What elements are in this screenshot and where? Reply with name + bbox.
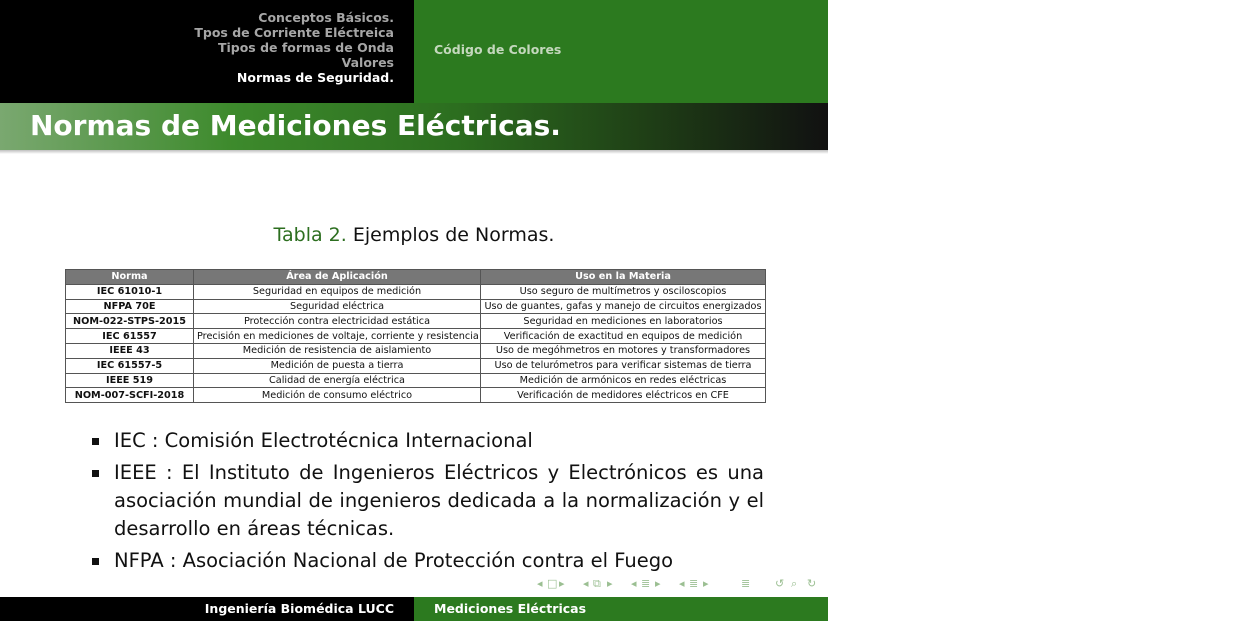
table-row bbox=[66, 314, 766, 329]
column-header-norma: Norma bbox=[66, 270, 194, 285]
table-cell-area: Seguridad en equipos de medición bbox=[194, 284, 481, 299]
table-cell-norma: NOM-007-SCFI-2018 bbox=[66, 388, 194, 403]
section-link-normas-active[interactable]: Normas de Seguridad. bbox=[236, 70, 394, 85]
table-cell-norma: IEC 61010-1 bbox=[66, 284, 194, 299]
footer-author: Ingeniería Biomédica LUCC bbox=[204, 601, 394, 616]
beamer-navigation-symbols bbox=[535, 577, 825, 591]
section-link-formas-onda[interactable]: Tipos de formas de Onda bbox=[217, 40, 394, 55]
table-cell-uso: Verificación de medidores eléctricos en CFE bbox=[481, 388, 766, 403]
table-caption-label: Tabla 2. bbox=[273, 224, 347, 246]
nav-back-icon[interactable]: ↺ bbox=[775, 577, 785, 590]
nav-document-icon[interactable]: ≣ bbox=[741, 577, 751, 590]
table-cell-norma: NOM-022-STPS-2015 bbox=[66, 314, 194, 329]
table-row bbox=[66, 388, 766, 403]
footer bbox=[0, 597, 828, 621]
nav-forward-icon[interactable]: ↻ bbox=[807, 577, 817, 590]
nav-next-part-icon[interactable]: ▸ bbox=[703, 577, 709, 590]
table-row bbox=[66, 329, 766, 344]
section-list bbox=[194, 10, 394, 85]
table-row bbox=[66, 284, 766, 299]
bullet-nfpa: NFPA : Asociación Nacional de Protección contra el Fuego bbox=[92, 547, 764, 575]
section-navigation-right bbox=[414, 0, 1226, 103]
table-row bbox=[66, 373, 766, 388]
table-cell-area: Protección contra electricidad estática bbox=[194, 314, 481, 329]
standards-table bbox=[65, 269, 766, 403]
footer-title: Mediciones Eléctricas bbox=[434, 601, 587, 616]
table-header-row bbox=[66, 270, 766, 285]
footer-right bbox=[414, 597, 828, 621]
section-link-codigo-colores[interactable]: Código de Colores bbox=[434, 42, 562, 57]
frame-title-bar bbox=[0, 103, 828, 150]
nav-next-subsection-icon[interactable]: ▸ bbox=[607, 577, 613, 590]
table-cell-area: Medición de puesta a tierra bbox=[194, 358, 481, 373]
table-row bbox=[66, 358, 766, 373]
bullet-iec: IEC : Comisión Electrotécnica Internacional bbox=[92, 427, 764, 455]
table-cell-area: Precisión en mediciones de voltaje, corriente y resistencia bbox=[194, 329, 481, 344]
table-caption bbox=[0, 224, 828, 246]
table-cell-uso: Uso de telurómetros para verificar sistemas de tierra bbox=[481, 358, 766, 373]
table-row bbox=[66, 299, 766, 314]
column-header-uso: Uso en la Materia bbox=[481, 270, 766, 285]
table-cell-uso: Verificación de exactitud en equipos de medición bbox=[481, 329, 766, 344]
nav-section-icon[interactable]: ≣ bbox=[641, 577, 651, 590]
table-cell-uso: Uso de guantes, gafas y manejo de circuitos energizados bbox=[481, 299, 766, 314]
nav-search-icon[interactable]: ⌕ bbox=[791, 577, 798, 590]
table-cell-norma: IEC 61557-5 bbox=[66, 358, 194, 373]
nav-prev-section-icon[interactable]: ◂ bbox=[631, 577, 637, 590]
table-cell-uso: Uso seguro de multímetros y osciloscopios bbox=[481, 284, 766, 299]
table-cell-area: Medición de consumo eléctrico bbox=[194, 388, 481, 403]
table-cell-norma: IEC 61557 bbox=[66, 329, 194, 344]
table-cell-uso: Seguridad en mediciones en laboratorios bbox=[481, 314, 766, 329]
nav-prev-frame-icon[interactable]: ◂ bbox=[537, 577, 543, 590]
definition-list bbox=[92, 427, 764, 579]
nav-frame-icon[interactable]: □ bbox=[547, 577, 558, 590]
section-link-valores[interactable]: Valores bbox=[341, 55, 394, 70]
frame-title: Normas de Mediciones Eléctricas. bbox=[30, 109, 561, 142]
nav-next-frame-icon[interactable]: ▸ bbox=[559, 577, 565, 590]
bullet-ieee: IEEE : El Instituto de Ingenieros Eléctricos y Electrónicos es una asociación mundial de ingenieros dedicada a la normalización y el desarrollo en áreas técnicas. bbox=[92, 459, 764, 543]
svg-text:e: e bbox=[1212, 21, 1226, 45]
ie-logo-icon bbox=[1184, 6, 1234, 78]
nav-prev-part-icon[interactable]: ◂ bbox=[679, 577, 685, 590]
header bbox=[0, 0, 1226, 103]
table-cell-norma: IEEE 519 bbox=[66, 373, 194, 388]
table-caption-text: Ejemplos de Normas. bbox=[352, 224, 555, 246]
column-header-area: Área de Aplicación bbox=[194, 270, 481, 285]
table-cell-area: Medición de resistencia de aislamiento bbox=[194, 343, 481, 358]
nav-prev-subsection-icon[interactable]: ◂ bbox=[583, 577, 589, 590]
footer-left bbox=[0, 597, 414, 621]
section-link-conceptos[interactable]: Conceptos Básicos. bbox=[258, 10, 394, 25]
table-cell-uso: Uso de megóhmetros en motores y transformadores bbox=[481, 343, 766, 358]
section-link-tipos-corriente[interactable]: Tpos de Corriente Eléctreica bbox=[194, 25, 394, 40]
nav-subsection-icon[interactable]: ⧉ bbox=[593, 577, 601, 590]
nav-part-icon[interactable]: ≣ bbox=[689, 577, 699, 590]
nav-next-section-icon[interactable]: ▸ bbox=[655, 577, 661, 590]
table-row bbox=[66, 343, 766, 358]
section-navigation bbox=[0, 0, 414, 103]
table-cell-uso: Medición de armónicos en redes eléctricas bbox=[481, 373, 766, 388]
table-cell-norma: NFPA 70E bbox=[66, 299, 194, 314]
table-cell-area: Calidad de energía eléctrica bbox=[194, 373, 481, 388]
table-cell-norma: IEEE 43 bbox=[66, 343, 194, 358]
table-cell-area: Seguridad eléctrica bbox=[194, 299, 481, 314]
